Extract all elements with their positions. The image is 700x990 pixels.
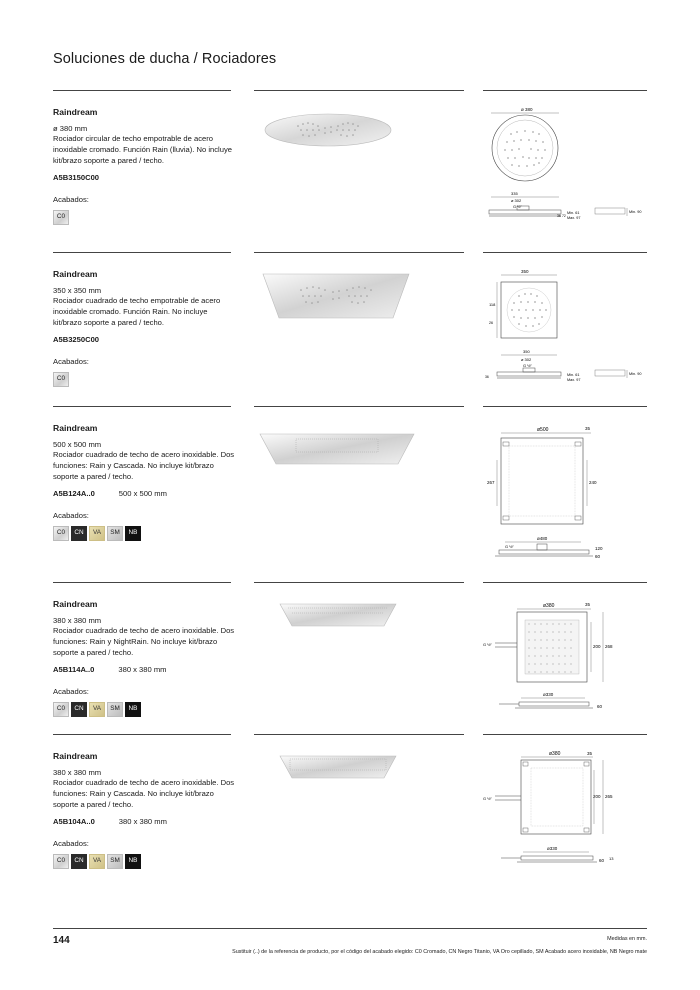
product-info: [53, 423, 235, 541]
page-number: 144: [53, 935, 70, 946]
finish-swatch-sm: SM: [107, 526, 123, 541]
dim-label: Min. 90: [629, 372, 642, 376]
divider: [483, 582, 647, 583]
product-info: [53, 107, 235, 225]
divider: [53, 582, 231, 583]
dim-label: 36: [557, 214, 561, 218]
product-reference: A5B104A..0: [53, 816, 95, 826]
divider: [53, 252, 231, 253]
finish-swatch-va: VA: [89, 854, 105, 869]
dim-label: 35: [587, 751, 593, 756]
product-size: 350 x 350 mm: [53, 285, 102, 295]
product-name: Raindream: [53, 751, 98, 761]
divider: [483, 406, 647, 407]
dim-label: 13: [609, 856, 614, 861]
product-dimension: 380 x 380 mm: [118, 664, 167, 674]
product-photo-square-shower: [278, 602, 398, 628]
finish-swatch-nb: NB: [125, 702, 141, 717]
product-info: [53, 599, 235, 717]
product-size: 380 x 380 mm: [53, 615, 102, 625]
dim-label: 267: [487, 480, 495, 485]
dim-label: ø 380: [521, 107, 533, 112]
finish-swatches: [53, 210, 235, 225]
product-description: Rociador cuadrado de techo de acero inoxidable. Dos funciones: Rain y NightRain. No incluye kit/brazo soporte a pared / techo.: [53, 626, 235, 657]
dim-label: 335: [511, 191, 518, 196]
dim-label: 36: [485, 375, 489, 379]
finish-swatch-cn: CN: [71, 854, 87, 869]
dim-label: 118: [489, 302, 496, 307]
dim-label: 268: [605, 644, 613, 649]
dim-label: ø380: [543, 603, 555, 609]
finish-swatch-sm: SM: [107, 854, 123, 869]
product-section-2: [53, 252, 647, 404]
finish-swatch-c0: C0: [53, 372, 69, 387]
product-info: [53, 269, 235, 387]
finish-swatches: [53, 526, 235, 541]
technical-drawing-5: [481, 748, 647, 898]
product-name: Raindream: [53, 269, 98, 279]
dim-label: 350: [521, 269, 529, 274]
dim-label: Max. 97: [567, 378, 581, 382]
dim-label: ø 302: [511, 198, 522, 203]
dim-label: ø480: [537, 536, 548, 541]
dim-label: 60: [597, 704, 603, 709]
product-name: Raindream: [53, 107, 98, 117]
dim-label: 120: [595, 546, 603, 551]
finish-swatches: [53, 854, 235, 869]
dim-label: ø330: [543, 692, 554, 697]
dim-label: ø330: [547, 846, 558, 851]
dim-label: Max. 97: [567, 216, 581, 220]
divider: [254, 90, 464, 91]
product-dimension: 500 x 500 mm: [118, 488, 167, 498]
dim-label: 265: [605, 794, 613, 799]
divider: [483, 90, 647, 91]
technical-drawing-2: [481, 266, 647, 402]
finish-swatches: [53, 702, 235, 717]
dim-label: G ½": [483, 642, 492, 647]
dim-label: G ½": [523, 363, 532, 368]
product-name: Raindream: [53, 599, 98, 609]
divider: [53, 734, 231, 735]
dim-label: ø380: [549, 751, 561, 757]
product-name: Raindream: [53, 423, 98, 433]
finish-swatch-cn: CN: [71, 526, 87, 541]
product-info: [53, 751, 235, 869]
finish-swatch-c0: C0: [53, 854, 69, 869]
finish-swatch-c0: C0: [53, 526, 69, 541]
finishes-label: Acabados:: [53, 195, 89, 205]
dim-label: Min. 61: [567, 373, 580, 377]
divider: [254, 734, 464, 735]
technical-drawing-3: [481, 420, 647, 570]
dim-label: 240: [589, 480, 597, 485]
dim-label: 60: [599, 858, 605, 863]
finish-swatch-va: VA: [89, 702, 105, 717]
product-description: Rociador cuadrado de techo de acero inoxidable. Dos funciones: Rain y Cascada. No incluye kit/brazo soporte a pared / techo.: [53, 450, 235, 481]
finish-swatch-sm: SM: [107, 702, 123, 717]
finish-swatch-cn: CN: [71, 702, 87, 717]
product-size: 500 x 500 mm: [53, 439, 102, 449]
dim-label: Min. 61: [567, 211, 580, 215]
dim-label: 200: [593, 794, 601, 799]
finishes-label: Acabados:: [53, 839, 89, 849]
dim-label: ø 302: [521, 357, 532, 362]
footer-units-note: Medidas en mm.: [607, 936, 647, 942]
technical-drawing-4: [481, 596, 647, 732]
footer-finish-codes-note: Sustituir (..) de la referencia de producto, por el código del acabado elegido: C0 Cromado, CN Negro Titanio, VA Oro cepillado, SM Acabado acero inoxidable, NB Negro mate: [232, 949, 647, 955]
divider: [254, 582, 464, 583]
product-section-1: [53, 90, 647, 250]
divider: [53, 90, 231, 91]
divider: [254, 406, 464, 407]
product-reference: A5B114A..0: [53, 664, 95, 674]
product-photo-square-shower: [261, 272, 411, 320]
dim-label: Min. 90: [629, 210, 642, 214]
product-size: 380 x 380 mm: [53, 767, 102, 777]
footer-divider: [53, 928, 647, 929]
product-description: Rociador cuadrado de techo empotrable de acero inoxidable cromado. Función Rain. No incluye kit/brazo soporte a pared / techo.: [53, 296, 221, 327]
product-section-3: [53, 406, 647, 578]
product-photo-square-shower: [278, 754, 398, 780]
dim-label: G ½": [513, 204, 522, 209]
finishes-label: Acabados:: [53, 687, 89, 697]
product-reference: A5B3250C00: [53, 334, 100, 344]
finish-swatch-c0: C0: [53, 702, 69, 717]
dim-label: 60: [595, 554, 601, 559]
product-section-4: [53, 582, 647, 732]
divider: [254, 252, 464, 253]
product-reference: A5B124A..0: [53, 488, 95, 498]
product-description: Rociador circular de techo empotrable de acero inoxidable cromado. Función Rain (lluvia). No incluye kit/brazo soporte a pared / techo.: [53, 134, 232, 165]
finishes-label: Acabados:: [53, 357, 89, 367]
dim-label: 35: [585, 602, 591, 607]
product-section-5: [53, 734, 647, 904]
divider: [483, 252, 647, 253]
dim-label: 72: [562, 214, 566, 218]
divider: [53, 406, 231, 407]
technical-drawing-1: [481, 104, 647, 240]
divider: [483, 734, 647, 735]
dim-label: 26: [489, 321, 493, 325]
product-size: ø 380 mm: [53, 123, 88, 133]
finish-swatch-nb: NB: [125, 854, 141, 869]
product-description: Rociador cuadrado de techo de acero inoxidable. Dos funciones: Rain y Cascada. No incluye kit/brazo soporte a pared / techo.: [53, 778, 235, 809]
product-reference: A5B3150C00: [53, 172, 100, 182]
product-photo-square-shower: [258, 432, 416, 466]
dim-label: 200: [593, 644, 601, 649]
dim-label: G ½": [483, 796, 492, 801]
dim-label: G ½": [505, 544, 514, 549]
finish-swatch-va: VA: [89, 526, 105, 541]
product-photo-round-shower: [263, 110, 393, 150]
product-dimension: 380 x 380 mm: [118, 816, 167, 826]
finish-swatch-nb: NB: [125, 526, 141, 541]
finish-swatch-c0: C0: [53, 210, 69, 225]
page-title: Soluciones de ducha / Rociadores: [53, 51, 277, 67]
finishes-label: Acabados:: [53, 511, 89, 521]
dim-label: ø500: [537, 427, 549, 433]
finish-swatches: [53, 372, 235, 387]
dim-label: 35: [585, 426, 591, 431]
dim-label: 350: [523, 349, 530, 354]
